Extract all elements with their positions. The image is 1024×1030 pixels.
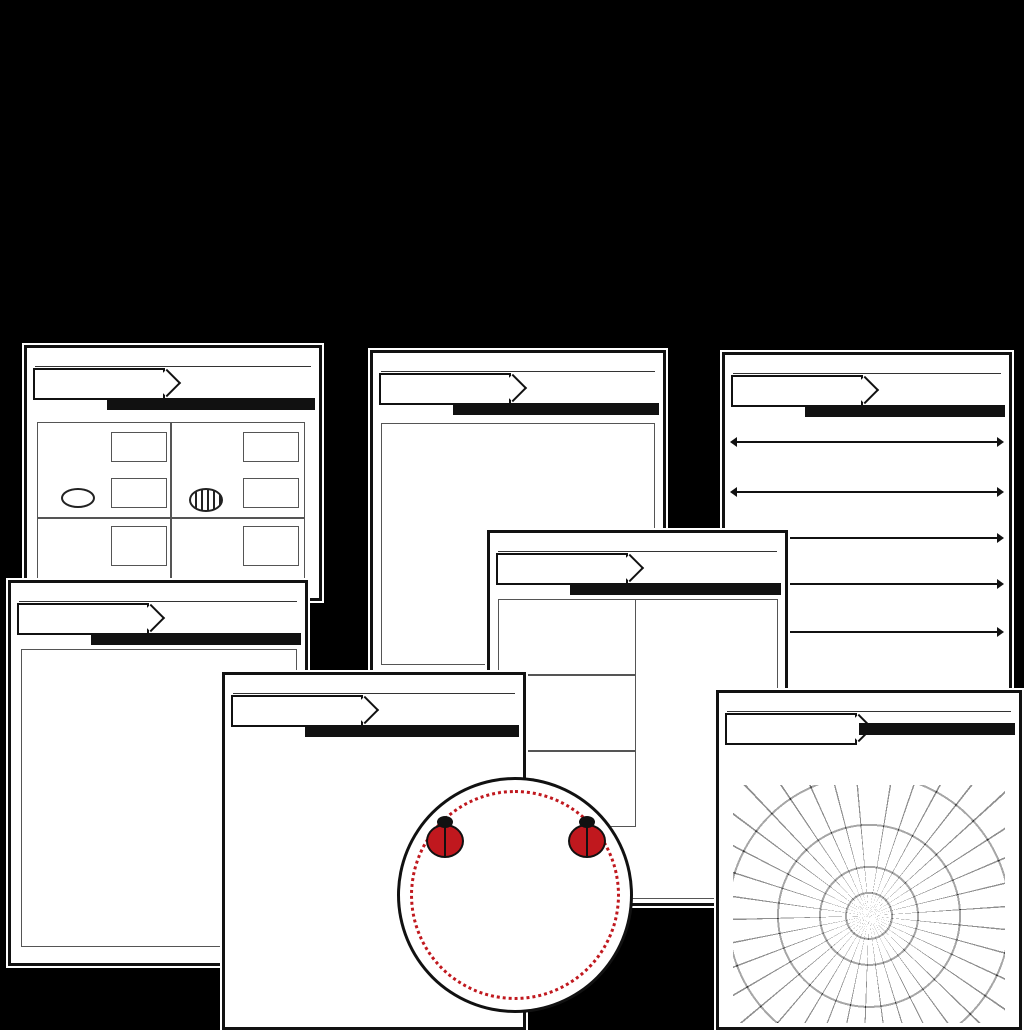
name-date-line [381, 357, 655, 372]
number-bank [785, 677, 1003, 691]
name-date-line [498, 537, 777, 552]
skill-focus [859, 723, 1015, 735]
place-value-banner [33, 368, 165, 400]
skills-list-right [534, 137, 568, 292]
ladybug-icon [426, 824, 464, 858]
skill-item [14, 225, 48, 256]
place-value-banner [725, 713, 857, 745]
number-line [733, 441, 1001, 443]
skill-focus [805, 405, 1005, 417]
name-date-line [733, 359, 1001, 374]
place-value-banner [496, 553, 628, 585]
skills-list-left [14, 132, 48, 287]
skill-focus [570, 583, 781, 595]
skill-focus [305, 725, 519, 737]
tank-label [243, 478, 299, 508]
tank-label [243, 526, 299, 566]
fish-icon [189, 488, 223, 512]
skill-focus [91, 633, 301, 645]
skill-item [14, 132, 48, 163]
skill-item [534, 199, 568, 230]
skill-item [14, 194, 48, 225]
worksheet-comparing [716, 690, 1022, 1030]
little-ladybug-shop-logo [400, 780, 630, 1010]
tank-label [111, 526, 167, 566]
problem-divider [498, 599, 636, 675]
skill-item [14, 163, 48, 194]
skill-item [534, 230, 568, 261]
worksheet-decomposing-1 [24, 345, 322, 601]
number-line [733, 491, 1001, 493]
tank-label [111, 432, 167, 462]
skill-item [534, 137, 568, 168]
name-date-line [233, 679, 515, 694]
skill-focus [107, 398, 315, 410]
place-value-banner [731, 375, 863, 407]
tank-label [243, 432, 299, 462]
skill-item [14, 256, 48, 287]
coloring-mandala [733, 785, 1005, 1023]
fish-icon [61, 488, 95, 508]
tank-label [111, 478, 167, 508]
name-date-line [35, 352, 311, 367]
name-date-line [727, 697, 1011, 712]
place-value-banner [379, 373, 511, 405]
place-value-banner [17, 603, 149, 635]
skill-focus [453, 403, 659, 415]
ladybug-icon [568, 824, 606, 858]
skill-item [534, 168, 568, 199]
name-date-line [19, 587, 297, 602]
skill-item [534, 261, 568, 292]
place-value-banner [231, 695, 363, 727]
